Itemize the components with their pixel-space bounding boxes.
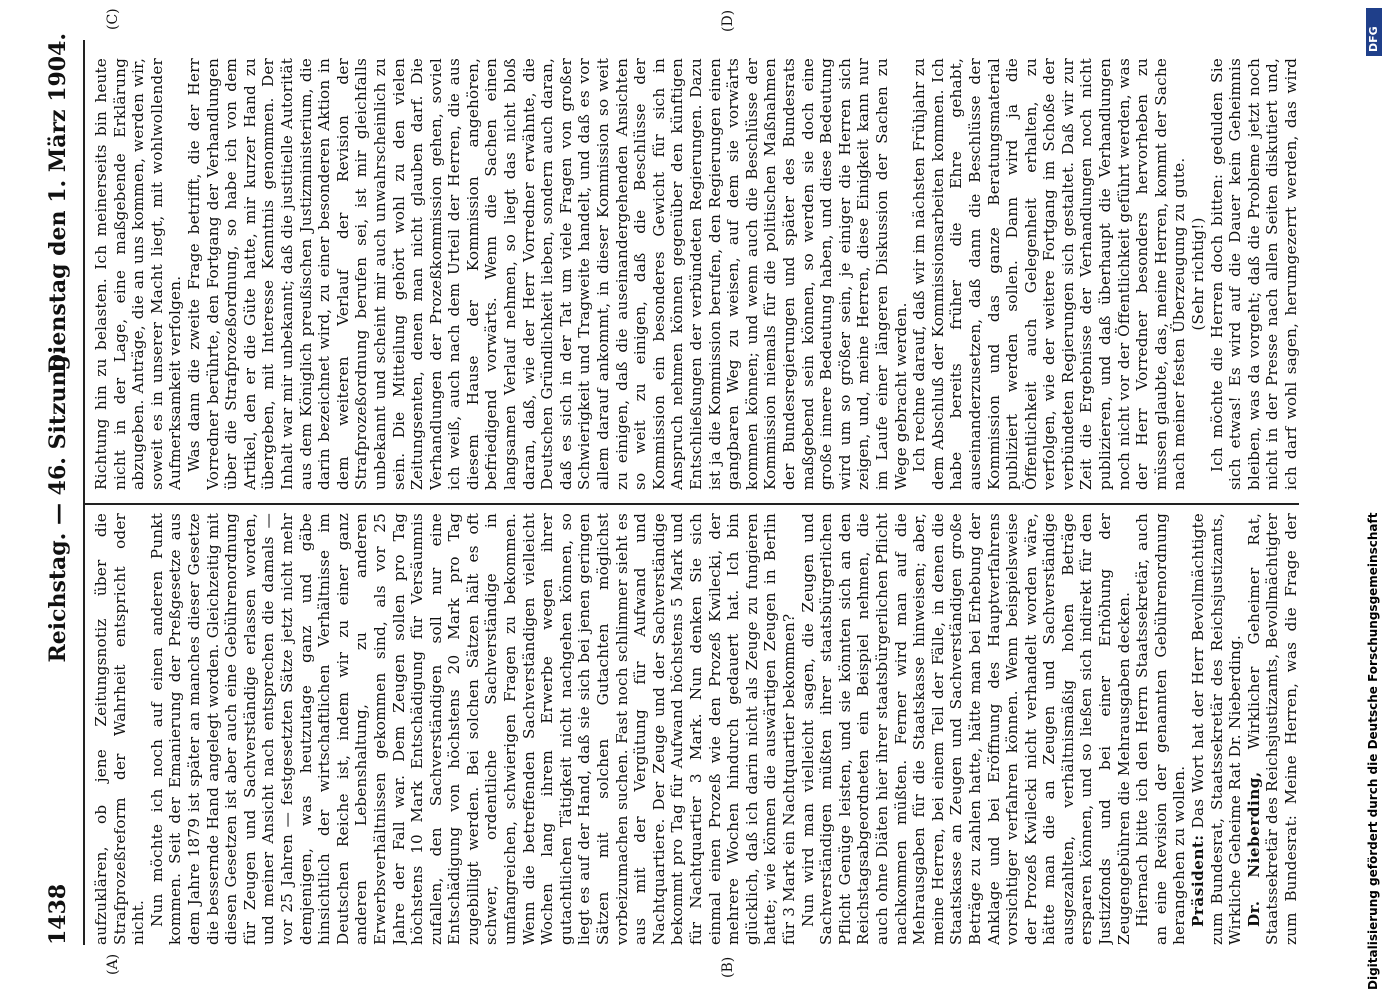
right-column bbox=[92, 58, 1300, 490]
paragraph: Ich möchte die Herren doch bitten: gedulden Sie sich etwas! Es wird auf die Dauer kein Geheimnis bleiben, was da vorgeht; daß die Probleme jetzt noch nicht in der Presse nach allen Seiten diskutiert und, ich darf wohl sagen, herumgezerrt werden, das wird bbox=[1207, 58, 1300, 490]
column-divider bbox=[84, 503, 1299, 505]
page-number: 1438 bbox=[45, 883, 71, 945]
running-title: Reichstag. — 46. Sitzung. bbox=[45, 347, 71, 663]
dfg-logo: DFG bbox=[1366, 8, 1382, 56]
page-header bbox=[45, 32, 79, 945]
paragraph-text: Wirklicher Geheimer Rat, Staatssekretär des Reichsjustizamts, Bevollmächtigter zum Bundesrat: Meine Herren, was die Frage der bbox=[1244, 513, 1300, 945]
paragraph: aufzuklären, ob jene Zeitungsnotiz über die Strafprozeßreform der Wahrheit entspricht oder nicht. bbox=[92, 513, 148, 945]
paragraph bbox=[1189, 513, 1245, 945]
digitization-credit: Digitalisierung gefördert durch die Deutsche Forschungsgemeinschaft bbox=[1366, 512, 1380, 990]
header-rule bbox=[83, 40, 85, 945]
margin-marker-b: (B) bbox=[720, 956, 736, 978]
session-date: Dienstag den 1. März 1904. bbox=[45, 32, 71, 374]
paragraph: Was dann die zweite Frage betrifft, die der Herr Vorredner berührte, den Fortgang der Verhandlungen über die Strafprozeßordnung, so habe ich von dem Artikel, den er die Güte hatte, mir kurzer Hand zu übergeben, mit Interesse Kenntnis genommen. Der Inhalt war mir unbekannt; daß die justitielle Autorität aus dem Königlich preußischen Justizministerium, die darin bezeichnet wird, zu einer besonderen Aktion in dem weiteren Verlauf der Revision der Strafprozeßordnung berufen sei, ist mir gleichfalls unbekannt und scheint mir auch unwahrscheinlich zu sein. Die Mitteilung gehört wohl zu den vielen Zeitungsenten, denen man nicht glauben darf. Die Verhandlungen der Prozeßkommission gehen, soviel ich weiß, auch nach dem Urteil der Herren, die aus diesem Hause der Kommission angehören, befriedigend vorwärts. Wenn die Sachen einen langsamen Verlauf nehmen, so liegt das nicht bloß daran, daß, wie der Herr Vorredner erwähnte, die Deutschen Gründlichkeit lieben, sondern auch daran, daß es sich in der Tat um viele Fragen von großer Schwierigkeit und Tragweite handelt, und daß es vor allem darauf ankommt, in dieser Kommission so weit zu einigen, daß die auseinandergehenden Ansichten so weit zu einigen, daß die Beschlüsse der Kommission ein besonderes Gewicht für sich in Anspruch nehmen können gegenüber den künftigen Entschließungen der verbündeten Regierungen. Dazu ist ja die Kommission berufen, den Regierungen einen gangbaren Weg zu weisen, auf dem sie vorwärts kommen können; und wenn auch die Beschlüsse der Kommission niemals für die politischen Maßnahmen der Bundesregierungen und später des Bundesrats maßgebend sein können, so werden sie doch eine große innere Bedeutung haben, und diese Bedeutung wird um so größer sein, je einiger die Herren sich zeigen, und, meine Herren, diese Einigkeit kann nur im Laufe einer längeren Diskussion der Sachen zu Wege gebracht werden. bbox=[184, 58, 910, 490]
paragraph: Nun möchte ich noch auf einen anderen Punkt kommen. Seit der Emanierung der Preßgesetze aus dem Jahre 1879 ist später an manches dieser Gesetze die bessernde Hand angelegt worden. Gleichzeitig mit diesen Gesetzen ist aber auch eine Gebührenordnung für Zeugen und Sachverständige erlassen worden, und meiner Ansicht nach entsprechen die damals — vor 25 Jahren — festgesetzten Sätze jetzt nicht mehr demjenigen, was heutzutage ganz und gäbe hinsichtlich der wirtschaftlichen Verhältnisse im Deutschen Reiche ist, indem wir zu einer ganz anderen Lebenshaltung, zu anderen Erwerbsverhältnissen gekommen sind, als vor 25 Jahre der Fall war. Dem Zeugen sollen pro Tag höchstens 10 Mark Entschädigung für Versäumnis zufallen, den Sachverständigen soll nur eine Entschädigung von höchstens 20 Mark pro Tag zugebilligt werden. Bei solchen Sätzen hält es oft schwer, ordentliche Sachverständige in umfangreichen, schwierigen Fragen zu bekommen. Wenn die betreffenden Sachverständigen vielleicht Wochen lang ihrem Erwerbe wegen ihrer gutachtlichen Tätigkeit nicht nachgehen können, so liegt es auf der Hand, daß sie sich bei jenen geringen Sätzen mit solchen Gutachten möglichst vorbeizumachen suchen. Fast noch schlimmer sieht es aus mit der Vergütung für Aufwand und Nachtquartiere. Der Zeuge und der Sachverständige bekommt pro Tag für Aufwand höchstens 5 Mark und für Nachtquartier 3 Mark. Nun denken Sie sich einmal einen Prozeß wie den Prozeß Kwilecki, der mehrere Wochen hindurch gedauert hat. Ich bin glücklich, daß ich darin nicht als Zeuge zu fungieren hatte; wie können die auswärtigen Zeugen in Berlin für 3 Mark ein Nachtquartier bekommen? bbox=[147, 513, 798, 945]
paragraph: Richtung hin zu belasten. Ich meinerseits bin heute nicht in der Lage, eine maßgebende Erklärung abzugeben. Anträge, die an uns kommen, werden wir, soweit es in unserer Macht liegt, mit wohlwollender Aufmerksamkeit verfolgen. bbox=[92, 58, 185, 490]
paragraph bbox=[1245, 513, 1300, 945]
interjection: (Sehr richtig!) bbox=[1189, 217, 1208, 331]
margin-marker-c: (C) bbox=[105, 8, 121, 30]
margin-marker-a: (A) bbox=[105, 953, 121, 975]
paragraph: Nun wird man vielleicht sagen, die Zeugen und Sachverständigen müßten ihrer staatsbürgerlichen Pflicht Genüge leisten, und sie könnten sich an den Reichstagsabgeordneten ein Beispiel nehmen, die auch ohne Diäten hier ihrer staatsbürgerlichen Pflicht nachkommen müßten. Ferner wird man auf die Mehrausgaben für die Staatskasse hinweisen; aber, meine Herren, bei einem Teil der Fälle, in denen die Staatskasse an Zeugen und Sachverständigen große Beträge zu zahlen hatte, hätte man bei Erhebung der Anklage und bei Eröffnung des Hauptverfahrens vorsichtiger verfahren können. Wenn beispielsweise der Prozeß Kwilecki nicht verhandelt worden wäre, hätte man die an Zeugen und Sachverständige ausgezahlten, verhältnismäßig hohen Beträge ersparen können, und so ließen sich indirekt für den Justizfonds und bei einer Erhöhung der Zeugengebühren die Mehrausgaben decken. bbox=[798, 513, 1133, 945]
paragraph-text: Das Wort hat der Herr Bevollmächtigte zum Bundesrat, Staatssekretär des Reichsjustizamts, Wirkliche Geheime Rat Dr. Nieberding. bbox=[1189, 513, 1245, 945]
paragraph: Ich rechne darauf, daß wir im nächsten Frühjahr zu dem Abschluß der Kommissionsarbeiten kommen. Ich habe bereits früher die Ehre gehabt, auseinanderzusetzen, daß dann die Beschlüsse der Kommission und das ganze Beratungsmaterial publiziert werden sollen. Dann wird ja die Öffentlichkeit auch Gelegenheit erhalten, zu verfolgen, wie der weitere Fortgang im Schoße der verbündeten Regierungen sich gestaltet. Daß wir zur Zeit die Ergebnisse der Verhandlungen noch nicht publizieren, und daß überhaupt die Verhandlungen noch nicht vor der Öffentlichkeit geführt werden, was der Herr Vorredner besonders hervorheben zu müssen glaubte, das, meine Herren, kommt der Sache nach meiner festen Überzeugung zu gute. bbox=[910, 58, 1189, 490]
paragraph: Hiernach bitte ich den Herrn Staatssekretär, auch an eine Revision der genannten Gebührenordnung herangehen zu wollen. bbox=[1133, 513, 1189, 945]
speaker-name: Präsident: bbox=[1189, 834, 1208, 927]
margin-marker-d: (D) bbox=[720, 9, 736, 32]
speaker-name: Dr. Nieberding, bbox=[1244, 771, 1263, 927]
left-column bbox=[92, 513, 1300, 945]
